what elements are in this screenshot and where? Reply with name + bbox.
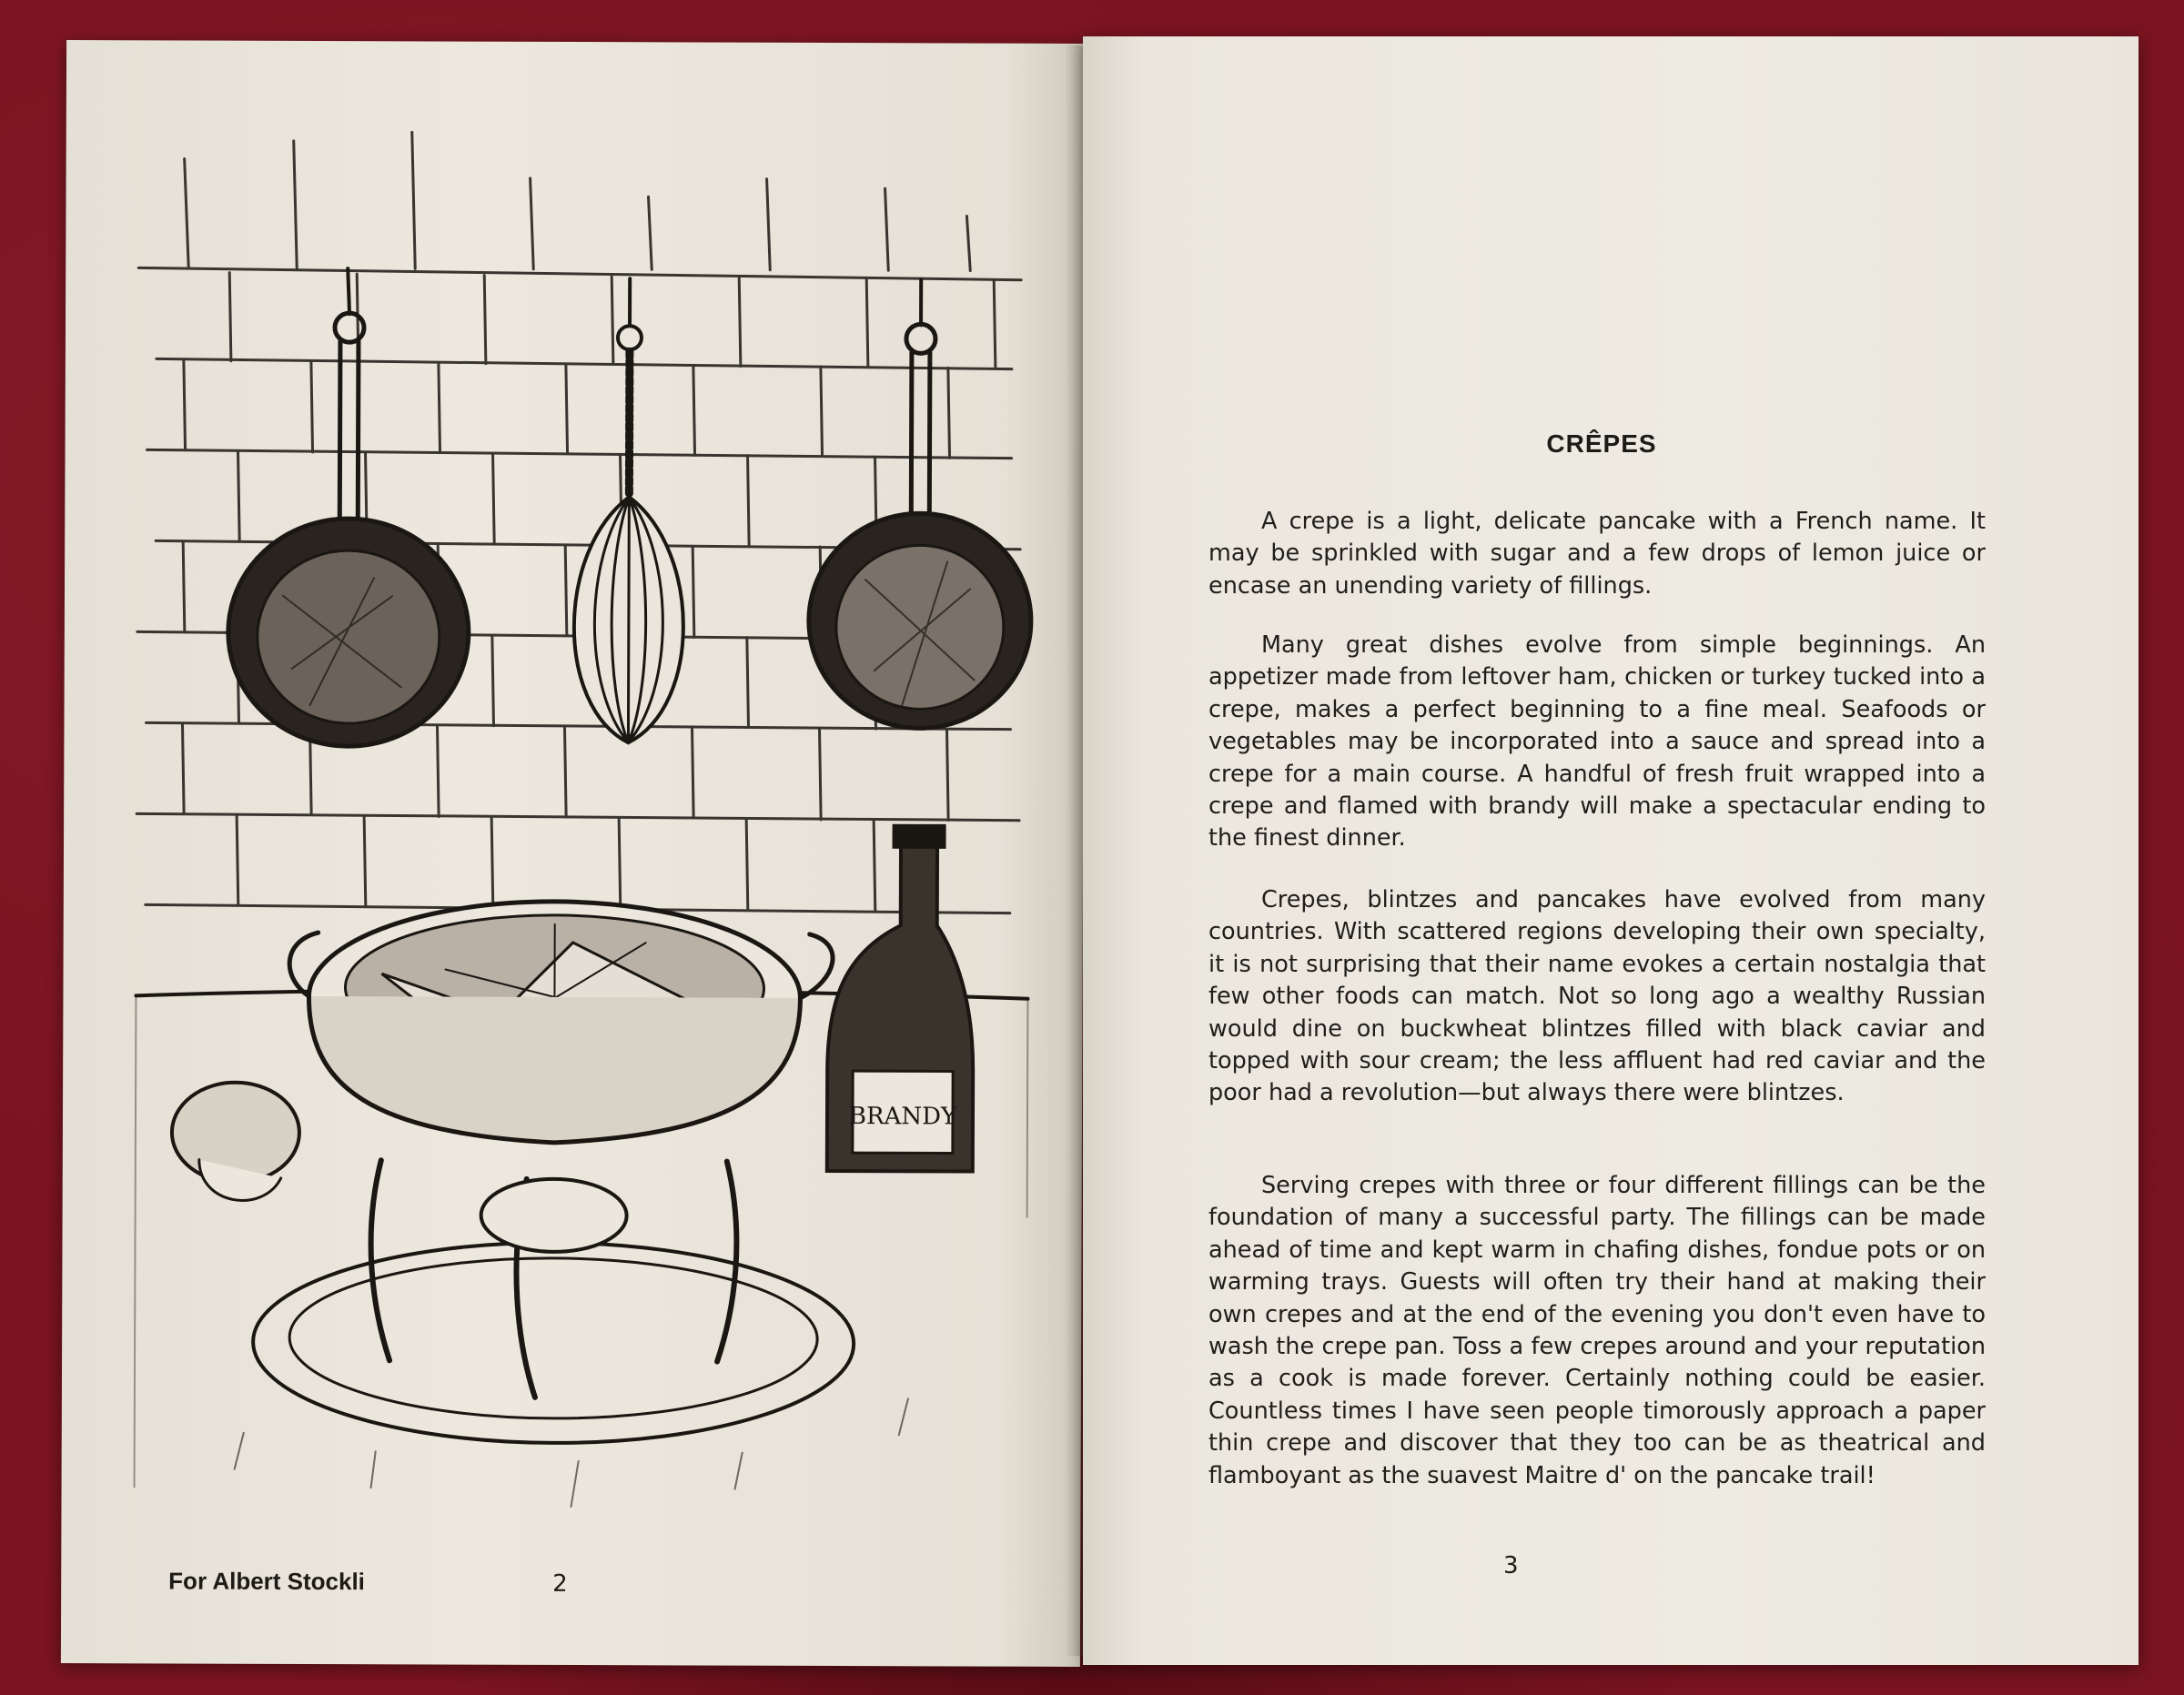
left-page [61, 40, 1086, 1667]
dedication-text: For Albert Stockli [168, 1567, 365, 1596]
page-number-left: 2 [552, 1569, 568, 1598]
brandy-bottle [827, 825, 974, 1172]
whisk [573, 326, 684, 742]
kitchen-illustration [97, 122, 1067, 1545]
paragraph-1 [1208, 506, 1986, 602]
paragraph-4-text: Serving crepes with three or four different fillings can be the foundation of many a successful party. The fillings can be made ahead of time and kept warm in chafing dishes, fondue pots or on warming trays. Guests will often try their hand at making their own crepes and at the end of the evening you don't even have to wash the crepe pan. Toss a few crepes around and your reputation as a cook is made forever. Certainly nothing could be easier. Countless times I have seen people timorously approach a paper thin crepe and discover that they too can be as theatrical and flamboyant as the suavest Maitre d' on the pancake trail! [1208, 1172, 1986, 1489]
paragraph-2 [1208, 630, 1986, 855]
paragraph-2-text: Many great dishes evolve from simple beginnings. An appetizer made from leftover ham, chicken or turkey tucked into a crepe, makes a perfect beginning to a fine meal. Seafoods or vegetables may be incorporated into a sauce and spread into a crepe for a main course. A handful of fresh fruit wrapped into a crepe and flamed with brandy will make a spectacular ending to the finest dinner. [1208, 631, 1986, 853]
page-title: CRÊPES [1546, 429, 1657, 458]
paragraph-4 [1208, 1170, 1986, 1492]
frying-pan-right [808, 324, 1032, 729]
chafing-dish [253, 901, 855, 1444]
frying-pan-left [228, 313, 470, 747]
brandy-label: BRANDY [848, 1103, 957, 1131]
paragraph-3-text: Crepes, blintzes and pancakes have evolved from many countries. With scattered regions developing their own specialty, it is not surprising that their name evokes a certain nostalgia that few other foods can match. Not so long ago a wealthy Russian would dine on buckwheat blintzes filled with black caviar and topped with sour cream; the less affluent had red caviar and the poor had a revolution—but always there were blintzes. [1208, 886, 1986, 1107]
page-number-right: 3 [1503, 1552, 1519, 1579]
paragraph-1-text: A crepe is a light, delicate pancake with a French name. It may be sprinkled with sugar and a few drops of lemon juice or encase an unending variety of fillings. [1208, 508, 1986, 600]
paragraph-3 [1208, 884, 1986, 1110]
lemon [172, 1082, 299, 1200]
